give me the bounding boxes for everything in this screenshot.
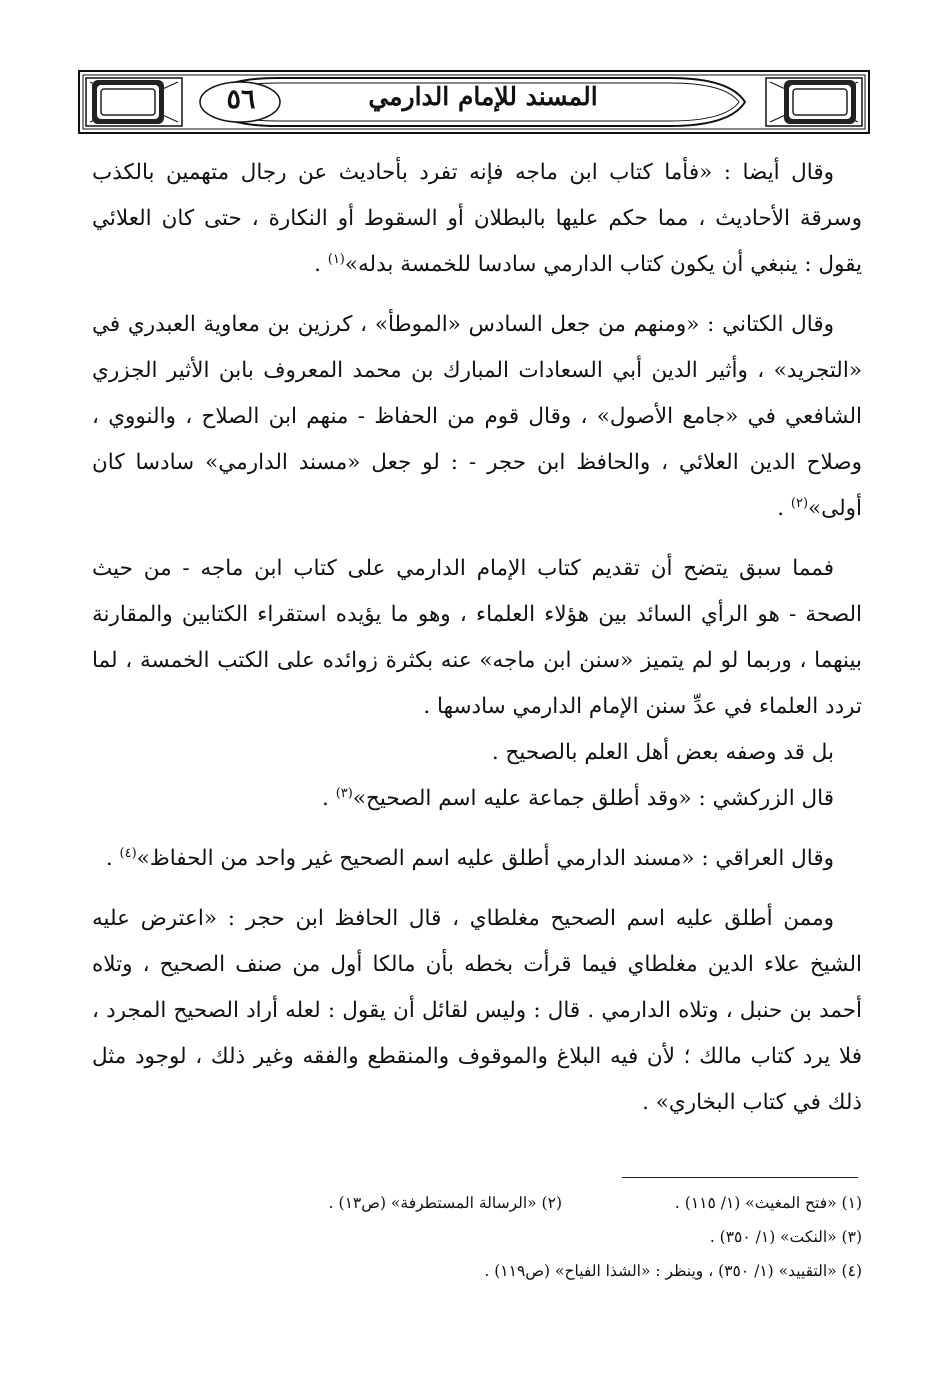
footnote-ref[interactable]: (٢) <box>790 495 809 511</box>
footnote: (٤) «التقييد» (١/ ٣٥٠) ، وينظر : «الشذا الفياح» (ص١١٩) . <box>484 1262 862 1280</box>
paragraph: وقال العراقي : «مسند الدارمي أطلق عليه اسم الصحيح غير واحد من الحفاظ»$^{(٤)}$ . <box>105 845 834 871</box>
paragraph: وقال أيضا : «فأما كتاب ابن ماجه فإنه تفرد بأحاديث عن رجال متهمين بالكذب وسرقة الأحاديث ، مما حكم عليها بالبطلان أو السقوط أو النكارة ، حتى كان العلائي يقول : ينبغي أن يكون كتاب الدارمي سادسا للخمسة بدله»$^{(١)}$ . <box>92 160 862 277</box>
paragraph: وممن أطلق عليه اسم الصحيح مغلطاي ، قال الحافظ ابن حجر : «اعترض عليه الشيخ علاء الدين مغلطاي فيما قرأت بخطه بأن مالكا أول من صنف الصحيح ، وتلاه أحمد بن حنبل ، وتلاه الدارمي . قال : وليس لقائل أن يقول : لعله أراد الصحيح المجرد ، فلا يرد كتاب مالك ؛ لأن فيه البلاغ والموقوف والمنقطع والفقه وغير ذلك ، لوجود مثل ذلك في كتاب البخاري» . <box>92 906 862 1115</box>
seal-icon <box>780 76 860 128</box>
paragraph: قال الزركشي : «وقد أطلق جماعة عليه اسم الصحيح»$^{(٣)}$ . <box>322 785 834 811</box>
running-title: المسند للإمام الدارمي <box>368 82 598 111</box>
footnote: (٣) «النكت» (١/ ٣٥٠) . <box>709 1228 862 1246</box>
seal-icon <box>88 76 168 128</box>
paragraph: فمما سبق يتضح أن تقديم كتاب الإمام الدارمي على كتاب ابن ماجه - من حيث الصحة - هو الرأي السائد بين هؤلاء العلماء ، وهو ما يؤيده استقراء الكتابين والمقارنة بينهما ، وربما لو لم يتميز «سنن ابن ماجه» عنه بكثرة زوائده على الكتب الخمسة ، لما تردد العلماء في عدِّ سنن الإمام الدارمي سادسها . <box>92 556 862 719</box>
footnotes <box>92 1186 862 1288</box>
paragraph: وقال الكتاني : «ومنهم من جعل السادس «الموطأ» ، كرزين بن معاوية العبدري في «التجريد» ، وأثير الدين أبي السعادات المبارك بن محمد المعروف بابن الأثير الجزري الشافعي في «جامع الأصول» ، وقال قوم من الحفاظ - منهم ابن الصلاح ، والنووي ، وصلاح الدين العلائي ، والحافظ ابن حجر - : لو جعل «مسند الدارمي» سادسا كان أولى»$^{(٢)}$ . <box>92 312 862 521</box>
footnote-ref[interactable]: (٣) <box>335 785 353 801</box>
page-number: ٥٦ <box>226 84 256 115</box>
seal-emblem-left <box>88 76 168 128</box>
seal-emblem-right <box>780 76 860 128</box>
main-text <box>92 150 862 1140</box>
paragraph: بل قد وصفه بعض أهل العلم بالصحيح . <box>491 740 834 765</box>
footnote-ref[interactable]: (١) <box>327 251 345 267</box>
footnote-divider <box>622 1177 858 1178</box>
footnote: (١) «فتح المغيث» (١/ ١١٥) . <box>674 1194 862 1212</box>
footnote: (٢) «الرسالة المستطرفة» (ص١٣) . <box>328 1194 562 1212</box>
footnote-ref[interactable]: (٤) <box>119 845 137 861</box>
running-header <box>78 70 870 134</box>
